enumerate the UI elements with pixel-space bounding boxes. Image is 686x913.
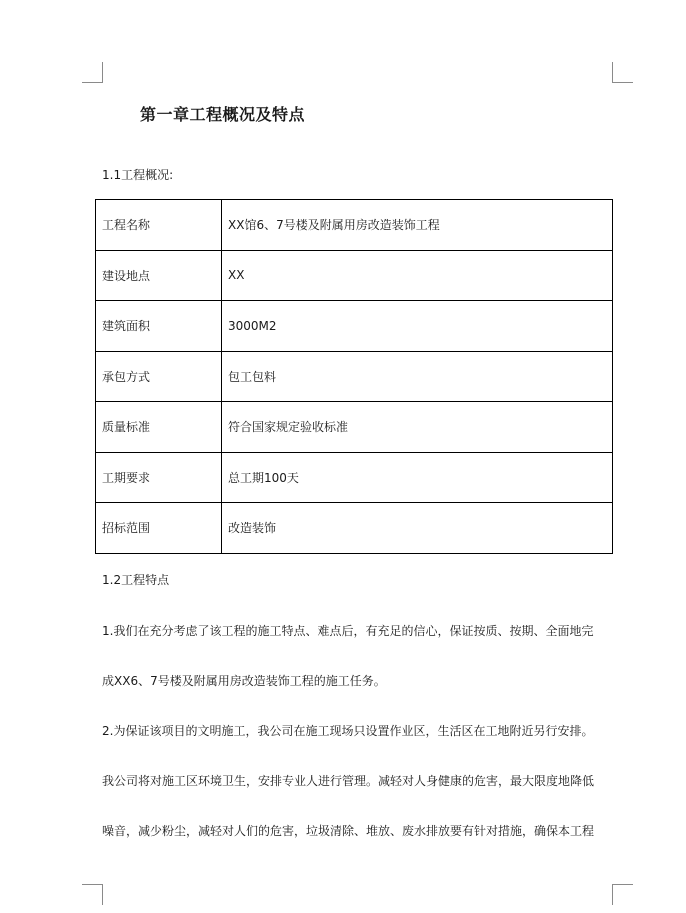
row-value: XX	[222, 250, 613, 301]
crop-mark-top-right	[612, 62, 633, 83]
row-label: 质量标准	[96, 402, 222, 453]
row-value: 符合国家规定验收标准	[222, 402, 613, 453]
row-value: 总工期100天	[222, 452, 613, 503]
table-row	[96, 402, 613, 453]
row-value: XX馆6、7号楼及附属用房改造装饰工程	[222, 200, 613, 251]
crop-mark-bottom-left	[82, 884, 103, 905]
paragraph-line: 我公司将对施工区环境卫生，安排专业人进行管理。减轻对人身健康的危害，最大限度地降低	[102, 774, 595, 788]
table-row	[96, 351, 613, 402]
paragraph-line: 成XX6、7号楼及附属用房改造装饰工程的施工任务。	[102, 674, 386, 688]
paragraph-line: 2.为保证该项目的文明施工，我公司在施工现场只设置作业区，生活区在工地附近另行安排。	[102, 724, 594, 738]
row-label: 工期要求	[96, 452, 222, 503]
crop-mark-top-left	[82, 62, 103, 83]
section-heading-overview: 1.1工程概况:	[102, 168, 174, 182]
row-value: 包工包料	[222, 351, 613, 402]
table-row	[96, 250, 613, 301]
row-label: 工程名称	[96, 200, 222, 251]
project-overview-table	[95, 199, 613, 554]
paragraph-line: 1.我们在充分考虑了该工程的施工特点、难点后，有充足的信心，保证按质、按期、全面地完	[102, 624, 594, 638]
row-value: 3000M2	[222, 301, 613, 352]
paragraph-line: 噪音，减少粉尘，减轻对人们的危害，垃圾清除、堆放、废水排放要有针对措施，确保本工程	[102, 824, 595, 838]
section-heading-features: 1.2工程特点	[102, 573, 170, 587]
table-row	[96, 452, 613, 503]
row-label: 承包方式	[96, 351, 222, 402]
crop-mark-bottom-right	[612, 884, 633, 905]
table-row	[96, 200, 613, 251]
row-value: 改造装饰	[222, 503, 613, 554]
chapter-title: 第一章工程概况及特点	[140, 105, 306, 124]
table-row	[96, 301, 613, 352]
row-label: 建筑面积	[96, 301, 222, 352]
table-row	[96, 503, 613, 554]
row-label: 建设地点	[96, 250, 222, 301]
row-label: 招标范围	[96, 503, 222, 554]
